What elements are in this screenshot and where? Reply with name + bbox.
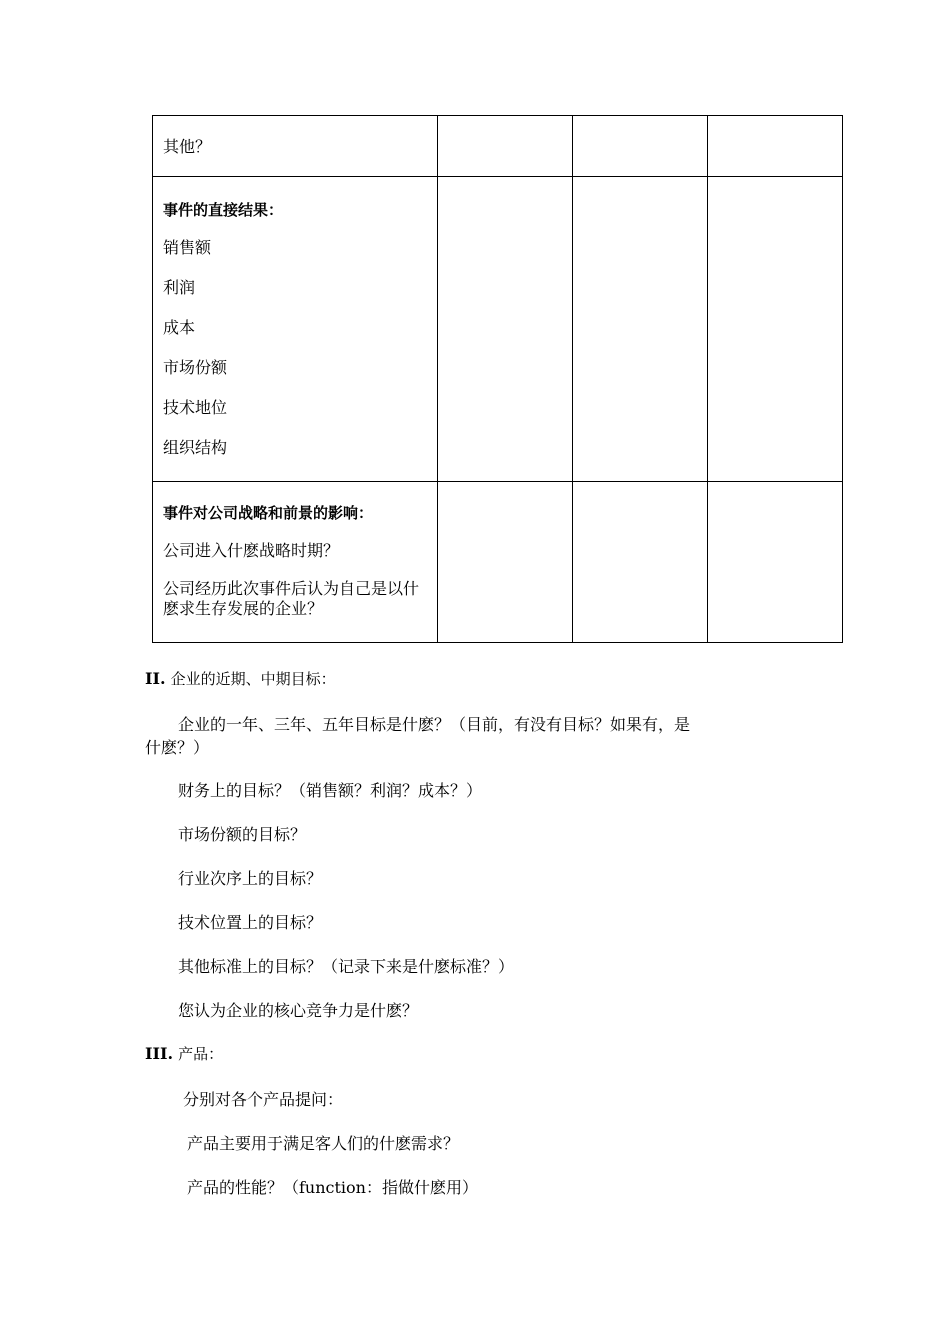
table-cell-empty	[438, 482, 573, 643]
paragraph: 分别对各个产品提问：	[183, 1090, 344, 1109]
table-cell-empty	[573, 177, 708, 482]
list-item: 公司经历此次事件后认为自己是以什麽求生存发展的企业？	[163, 579, 420, 618]
row-label-other: 其他？	[163, 137, 212, 156]
table-row	[153, 482, 843, 643]
list-item: 销售额	[163, 238, 212, 257]
paragraph: 其他标准上的目标？（记录下来是什麽标准？）	[178, 957, 515, 976]
event-analysis-table	[152, 115, 843, 643]
paragraph: 市场份额的目标？	[178, 825, 307, 844]
table-cell-empty	[708, 482, 843, 643]
table-cell-label	[153, 482, 438, 643]
section-title: 企业的近期、中期目标：	[170, 670, 336, 688]
list-item: 技术地位	[163, 398, 228, 417]
paragraph: 行业次序上的目标？	[178, 869, 323, 888]
table-cell-empty	[708, 177, 843, 482]
table-cell-empty	[708, 116, 843, 177]
section-number: III.	[145, 1044, 174, 1063]
table-cell-label	[153, 177, 438, 482]
list-item: 市场份额	[163, 358, 228, 377]
paragraph: 什麽？）	[145, 738, 210, 757]
paragraph: 产品的性能？（function：指做什麽用）	[187, 1178, 478, 1197]
paragraph: 产品主要用于满足客人们的什麽需求？	[187, 1134, 460, 1153]
list-item: 利润	[163, 278, 196, 297]
paragraph: 企业的一年、三年、五年目标是什麽？（目前，有没有目标？如果有，是	[178, 715, 691, 734]
paragraph: 您认为企业的核心竞争力是什麽？	[178, 1001, 419, 1020]
table-row	[153, 177, 843, 482]
paragraph: 技术位置上的目标？	[178, 913, 323, 932]
table-cell-empty	[438, 177, 573, 482]
table-cell-label	[153, 116, 438, 177]
section-heading-goals	[145, 668, 336, 690]
list-item: 成本	[163, 318, 196, 337]
section-number: II.	[145, 669, 166, 688]
table-cell-empty	[573, 482, 708, 643]
section-title: 产品：	[178, 1045, 224, 1063]
row-header-strategy-impact: 事件对公司战略和前景的影响：	[163, 504, 374, 522]
section-heading-products	[145, 1043, 223, 1065]
row-header-direct-results: 事件的直接结果：	[163, 201, 284, 219]
table-cell-empty	[573, 116, 708, 177]
table-row	[153, 116, 843, 177]
list-item: 公司进入什麽战略时期？	[163, 541, 340, 560]
paragraph: 财务上的目标？（销售额？利润？成本？）	[178, 781, 483, 800]
table-cell-empty	[438, 116, 573, 177]
list-item: 组织结构	[163, 438, 228, 457]
